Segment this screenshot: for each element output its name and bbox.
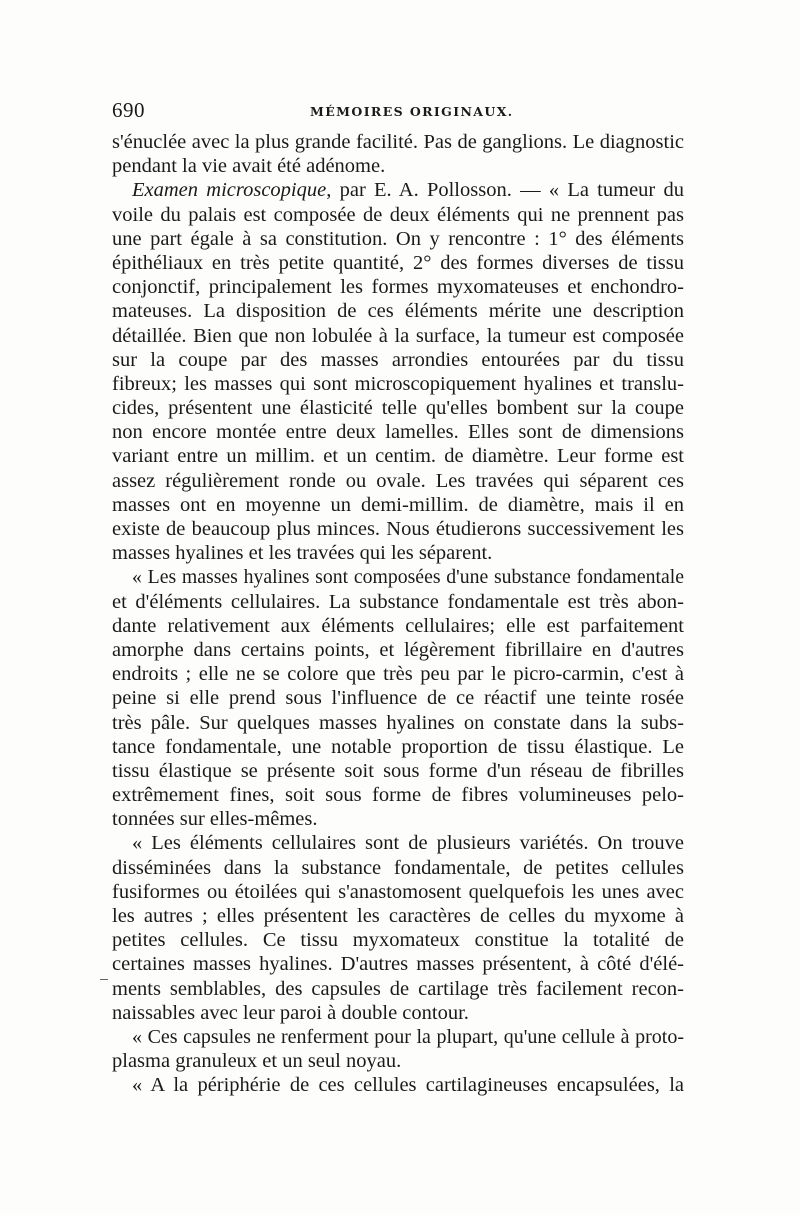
text-line: « Les masses hyalines sont composées d'une substance fondamentale bbox=[132, 566, 684, 589]
text-line: « Les éléments cellulaires sont de plusieurs variétés. On trouve bbox=[132, 832, 684, 855]
text-line: petites cellules. Ce tissu myxomateux constitue la totalité de bbox=[112, 929, 684, 952]
text-line: tance fondamentale, une notable proportion de tissu élastique. Le bbox=[112, 735, 684, 758]
text-line: « A la périphérie de ces cellules cartilagineuses encapsulées, la bbox=[132, 1074, 684, 1097]
text-line: extrêmement fines, soit sous forme de fibres volumineuses pelo- bbox=[112, 784, 684, 807]
text-line: certaines masses hyalines. D'autres masses présentent, à côté d'élé- bbox=[112, 953, 684, 976]
text-line: peine si elle prend sous l'influence de ce réactif une teinte rosée bbox=[112, 687, 684, 710]
text-line: une part égale à sa constitution. On y rencontre : 1° des éléments bbox=[112, 227, 684, 250]
text-line: plasma granuleux et un seul noyau. bbox=[112, 1050, 402, 1073]
text-line: tissu élastique se présente soit sous forme d'un réseau de fibrilles bbox=[112, 759, 684, 782]
page-number: 690 bbox=[112, 98, 145, 122]
text-line: très pâle. Sur quelques masses hyalines on constate dans la subs- bbox=[112, 711, 684, 734]
text-line: naissables avec leur paroi à double contour. bbox=[112, 1001, 469, 1024]
text-line: ments semblables, des capsules de cartilage très facilement recon- bbox=[112, 977, 684, 1000]
body-text bbox=[112, 130, 684, 1098]
text-line: masses hyalines et les travées qui les séparent. bbox=[112, 542, 493, 565]
running-head bbox=[112, 98, 692, 126]
text-line: dante relativement aux éléments cellulaires; elle est parfaitement bbox=[112, 614, 684, 637]
text-line: sur la coupe par des masses arrondies entourées par du tissu bbox=[112, 348, 684, 371]
text-line: « Ces capsules ne renferment pour la plupart, qu'une cellule à proto- bbox=[132, 1025, 684, 1048]
text-line: amorphe dans certains points, et légèrement fibrillaire en d'autres bbox=[112, 638, 684, 661]
text-line: masses ont en moyenne un demi-millim. de diamètre, mais il en bbox=[112, 493, 684, 516]
text-line: endroits ; elle ne se colore que très peu par le picro-carmin, c'est à bbox=[112, 663, 684, 686]
text-line: s'énuclée avec la plus grande facilité. Pas de ganglions. Le diagnostic bbox=[112, 131, 684, 153]
text-line: assez régulièrement ronde ou ovale. Les travées qui séparent ces bbox=[112, 469, 684, 492]
text-line: conjonctif, principalement les formes myxomateuses et enchondro- bbox=[112, 276, 684, 299]
text-line: et d'éléments cellulaires. La substance fondamentale est très abon- bbox=[112, 590, 684, 613]
text-line: voile du palais est composée de deux éléments qui ne prennent pas bbox=[112, 203, 684, 226]
text-line: non encore montée entre deux lamelles. Elles sont de dimensions bbox=[112, 421, 684, 444]
text-line: les autres ; elles présentent les caractères de celles du myxome à bbox=[112, 905, 684, 927]
text-line: disséminées dans la substance fondamentale, de petites cellules bbox=[112, 856, 684, 879]
text-line: fibreux; les masses qui sont microscopiquement hyalines et translu- bbox=[112, 372, 684, 395]
text-line: pendant la vie avait été adénome. bbox=[112, 155, 386, 178]
margin-mark bbox=[100, 979, 108, 980]
text-line: détaillée. Bien que non lobulée à la surface, la tumeur est composée bbox=[112, 324, 684, 347]
text-line: cides, présentent une élasticité telle qu'elles bombent sur la coupe bbox=[112, 397, 684, 420]
text-line: existe de beaucoup plus minces. Nous étudierons successivement les bbox=[112, 518, 684, 540]
text-line: Examen microscopique, par E. A. Pollosson. — « La tumeur du bbox=[132, 179, 684, 202]
running-title: MÉMOIRES ORIGINAUX. bbox=[310, 104, 514, 119]
text-line: variant entre un millim. et un centim. de diamètre. Leur forme est bbox=[112, 445, 684, 468]
text-line: tonnées sur elles-mêmes. bbox=[112, 808, 318, 831]
text-line: épithéliaux en très petite quantité, 2° des formes diverses de tissu bbox=[112, 251, 684, 274]
text-line: mateuses. La disposition de ces éléments mérite une description bbox=[112, 300, 684, 323]
text-line: fusiformes ou étoilées qui s'anastomosent quelquefois les unes avec bbox=[112, 880, 684, 903]
